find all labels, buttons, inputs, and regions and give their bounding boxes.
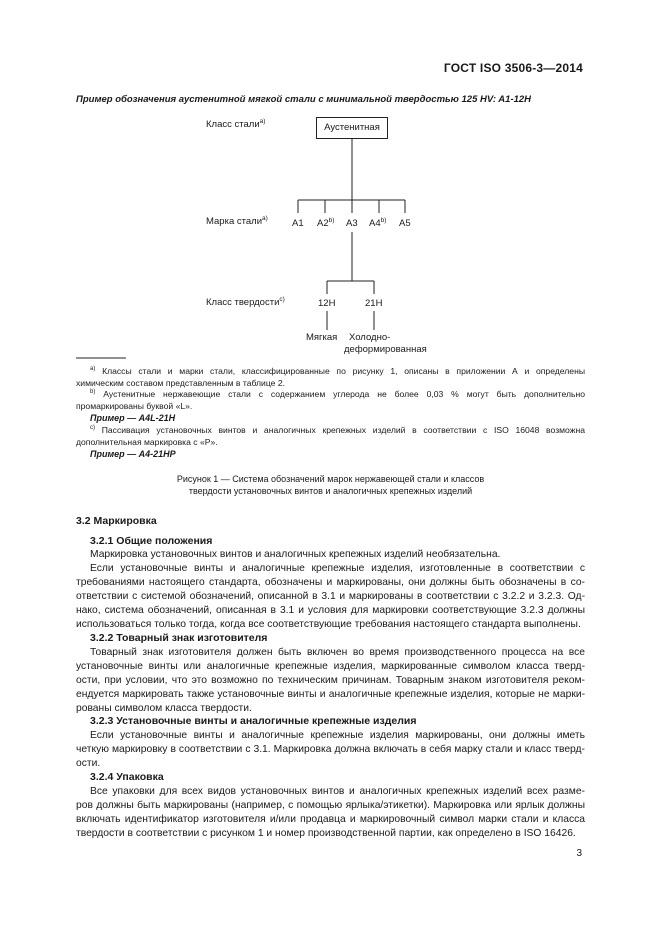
hardness-desc-cold-1: Холодно- <box>349 332 391 343</box>
paragraph-3-2-4: Все упаковки для всех видов установочных винтов и аналогичных крепежных изделий всех разме- ров должны быть маркированы (например, с помощью ярлыка/этикетки). Маркировка или ярлык должны включать идентификатор изготовителя и/или продавца и маркировочный символ марки стали и класса твердости в соответствии с рисунком 1 и номер производственной партии, как определено в ISO 16426. <box>76 786 585 839</box>
figure-caption: Рисунок 1 — Система обозначений марок нержавеющей стали и классов твердости установочных винтов и аналогичных крепежных изделий <box>176 474 485 496</box>
footnote-c: $^{c)}$ Пассивация установочных винтов и аналогичных крепежных изделий в соответствии с ISO 16048 возможна дополнительная маркировка с «P». <box>76 425 586 447</box>
grade-a2: A2$^{b)}$ <box>317 216 335 229</box>
hardness-21h: 21H <box>365 298 383 309</box>
hardness-12h: 12H <box>318 298 336 309</box>
footnote-c-example: Пример — A4-21HP <box>90 449 176 459</box>
steel-class-label: Класс стали$^{a)}$ <box>206 117 266 130</box>
page-number: 3 <box>576 848 582 859</box>
paragraph-3-2-3: Если установочные винты и аналогичные крепежные изделия маркированы, они должны иметь четкую маркировку в соответствии с 3.1. Маркировка должна включать в себя марку стали и класс тверд- ости. <box>76 730 585 769</box>
footnote-b-example: Пример — A4L-21H <box>90 413 176 423</box>
document-header: ГОСТ ISO 3506-3—2014 <box>443 61 583 75</box>
grade-a4: A4$^{b)}$ <box>369 216 387 229</box>
grade-a1: A1 <box>292 218 304 229</box>
section-heading-3-2-3: 3.2.3 Установочные винты и аналогичные крепежные изделия <box>90 715 417 727</box>
steel-grade-label: Марка стали$^{a)}$ <box>206 214 268 227</box>
hardness-class-label: Класс твердости$^{c)}$ <box>206 295 285 308</box>
hardness-desc-cold-2: деформированная <box>344 344 427 355</box>
grade-a5: A5 <box>399 218 411 229</box>
footnote-b: $^{b)}$ Аустенитные нержавеющие стали с содержанием углерода не более 0,03 % могут быть дополнительно промаркированы буквой «L». <box>76 389 585 411</box>
hardness-desc-soft: Мягкая <box>306 332 338 343</box>
paragraph-3-2-2: Товарный знак изготовителя должен быть включен во время производственного процесса на все установочные винты или аналогичные крепежные изделия, маркированные символом класса тверд- ости, при условии, что это возможно по техническим причинам. Товарным знаком изготовителя реком- ендуется маркировать также установочные винты и аналогичные крепежные изделия, которые не марки- рованы символом класса твердости. <box>76 647 585 714</box>
section-heading-3-2-2: 3.2.2 Товарный знак изготовителя <box>90 632 268 644</box>
paragraph-3-2-1: Маркировка установочных винтов и аналогичных крепежных изделий необязательна. Если установочные винты и аналогичные крепежные изделия, изготовленные в соответствии с требованиями настоящего стандарта, обозначены и маркированы, они должны быть обозначены в со- ответствии с системой обозначений, описанной в 3.1 и маркированы в соответствии с 3.2.2 и 3.2.3. Од- нако, система обозначений, описанная в 3.1 и условия для маркировки соответствующие 3.2.3 должны использоваться только тогда, когда все соответствующие требования настоящего стандарта выполнены. <box>76 549 585 630</box>
section-heading-3-2: 3.2 Маркировка <box>76 515 157 527</box>
steel-class-box: Аустенитная <box>316 117 388 139</box>
section-heading-3-2-1: 3.2.1 Общие положения <box>90 535 213 547</box>
section-heading-3-2-4: 3.2.4 Упаковка <box>90 771 164 783</box>
footnote-a: $^{a)}$ Классы стали и марки стали, классифицированные по рисунку 1, описаны в приложении А и определены химическим составом представленным в таблице 2. <box>76 366 586 388</box>
grade-a3: A3 <box>346 218 358 229</box>
figure-example-title: Пример обозначения аустенитной мягкой стали с минимальной твердостью 125 HV: A1-12H <box>76 94 532 105</box>
